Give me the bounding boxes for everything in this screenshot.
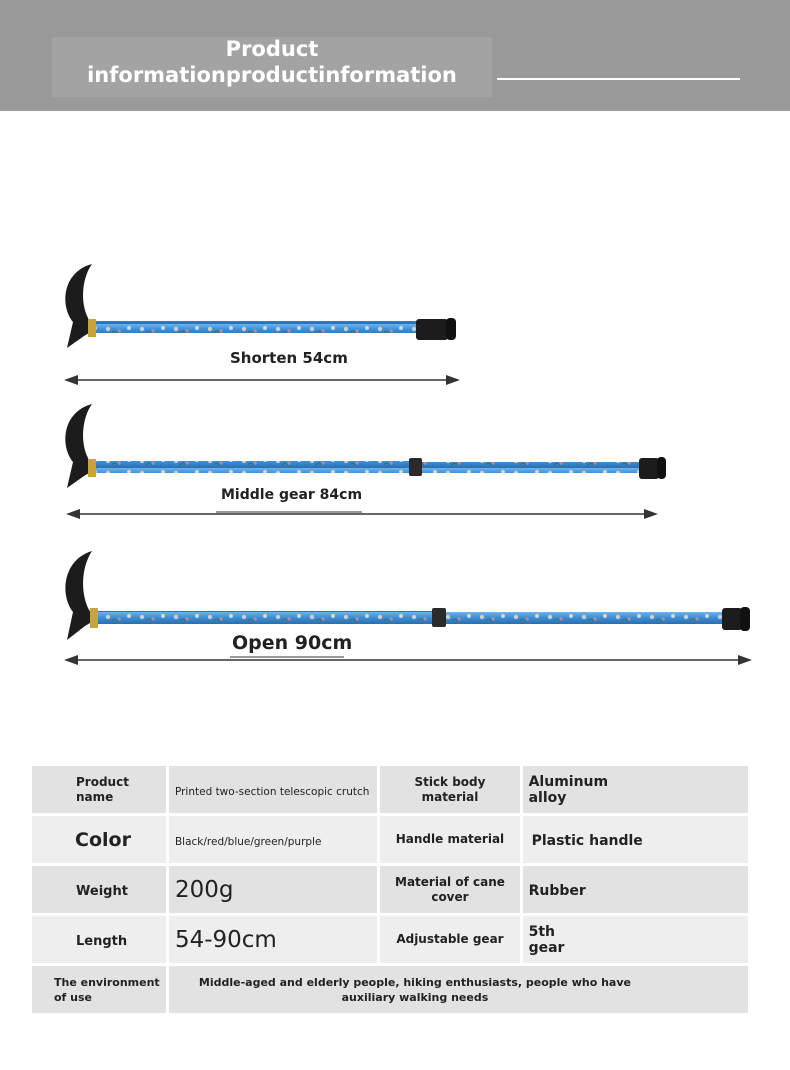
adjustable-gear-value: 5th gear [523, 916, 748, 963]
cane-short [65, 264, 456, 348]
cane-open [65, 551, 750, 640]
stick-body-label: Stick body material [380, 766, 519, 813]
dimension-arrow-short [64, 375, 460, 385]
environment-value: Middle-aged and elderly people, hiking enthusiasts, people who have auxiliary walking needs [169, 966, 748, 1013]
stick-body-value: Aluminum alloy [523, 766, 748, 813]
adjustable-gear-label: Adjustable gear [380, 916, 519, 963]
table-row [32, 916, 748, 963]
cane-middle-label: Middle gear 84cm [221, 487, 363, 503]
page-title: Product informationproductinformation [87, 37, 457, 87]
weight-label: Weight [32, 866, 166, 913]
table-row [32, 966, 748, 1013]
cane-middle [65, 404, 666, 488]
table-row [32, 766, 748, 813]
cane-open-label: Open 90cm [232, 632, 353, 654]
cane-cover-label: Material of cane cover [380, 866, 519, 913]
environment-label: The environment of use [32, 966, 166, 1013]
product-name-label: Product name [32, 766, 166, 813]
length-label: Length [32, 916, 166, 963]
cane-cover-value: Rubber [523, 866, 748, 913]
spec-table [29, 763, 751, 1016]
weight-value: 200g [169, 866, 377, 913]
color-label: Color [32, 816, 166, 863]
product-name-value: Printed two-section telescopic crutch [169, 766, 377, 813]
length-value: 54-90cm [169, 916, 377, 963]
handle-material-value: Plastic handle [523, 816, 748, 863]
table-row [32, 866, 748, 913]
dimension-arrow-open [64, 655, 752, 665]
cane-short-label: Shorten 54cm [230, 349, 348, 367]
color-value: Black/red/blue/green/purple [169, 816, 377, 863]
handle-material-label: Handle material [380, 816, 519, 863]
dimension-arrow-middle [66, 509, 658, 519]
table-row [32, 816, 748, 863]
